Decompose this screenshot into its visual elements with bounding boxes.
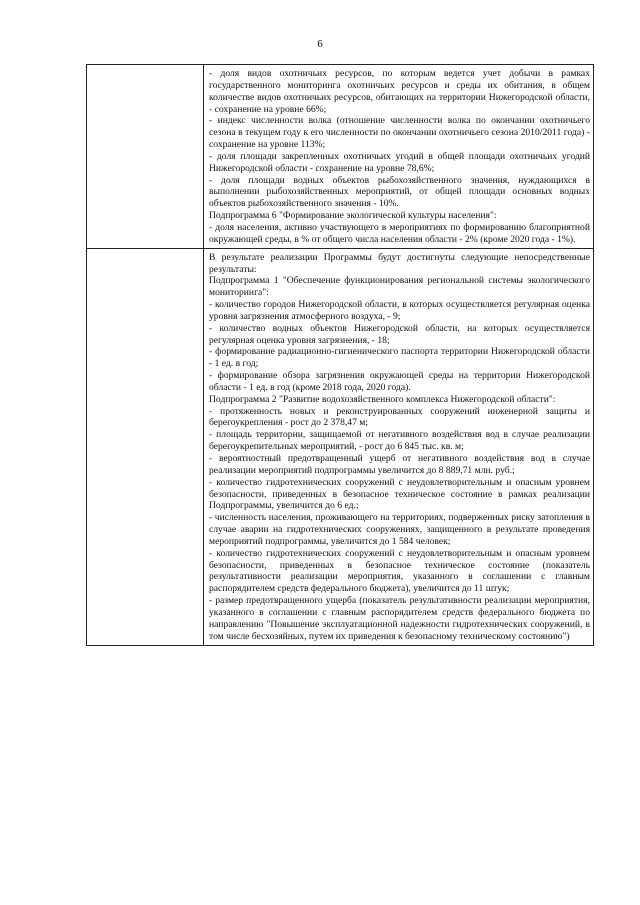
paragraph: - формирование обзора загрязнения окружающей среды на территории Нижегородской области - 1 ед. в год (кроме 2018 года, 2020 года). — [209, 370, 590, 393]
paragraph: - доля площади закрепленных охотничьих угодий в общей площади охотничьих угодий Нижегородской области - сохранение на уровне 78,6%; — [209, 150, 590, 174]
table-cell-label — [87, 249, 204, 645]
table-cell-label — [87, 65, 204, 248]
subprogram-heading: Подпрограмма 1 "Обеспечение функционирования региональной системы экологического мониторинга": — [209, 275, 590, 299]
program-results-table — [86, 64, 594, 646]
paragraph: - доля населения, активно участвующего в мероприятиях по формированию благоприятной окружающей среды, в % от общего числа населения области - 2% (кроме 2020 года - 1%). — [209, 221, 590, 245]
paragraph: - вероятностный предотвращенный ущерб от негативного воздействия вод в случае реализации мероприятий подпрограммы увеличится до 8 889,71 млн. руб.; — [209, 453, 590, 476]
paragraph: - площадь территории, защищаемой от негативного воздействия вод в случае реализации берегоукрепительных мероприятий, - рост до 6 845 тыс. кв. м; — [209, 429, 590, 453]
paragraph: - количество гидротехнических сооружений с неудовлетворительным и опасным уровнем безопасности, приведенных в безопасное техническое состояние (показатель результативности реализации мероприятия, указанного в соглашении с главным распорядителем средств федерального бюджета), увеличится до 11 штук; — [209, 547, 590, 595]
paragraph: - формирование радиационно-гигиенического паспорта территории Нижегородской области - 1 ед. в год; — [209, 346, 590, 370]
paragraph: - доля площади водных объектов рыбохозяйственного значения, нуждающихся в выполнении рыбохозяйственных мероприятий, от общей площади основных водных объектов рыбохозяйственного значения - 10%. — [209, 174, 590, 210]
table-row-indicators — [87, 65, 593, 248]
paragraph: - численность населения, проживающего на территориях, подверженных риску затопления в случае аварии на гидротехнических сооружениях, защищенного в результате проведения мероприятий подпрограммы, увеличится до 1 584 человек; — [209, 512, 590, 547]
paragraph: - индекс численности волка (отношение численности волка по окончании охотничьего сезона в текущем году к его численности по окончании охотничьего сезона 2010/2011 года) - сохранение на уровне 113%; — [209, 115, 590, 151]
paragraph: - протяженность новых и реконструированных сооружений инженерной защиты и берегоукрепления - рост до 2 378,47 м; — [209, 405, 590, 429]
paragraph: - количество городов Нижегородской области, в которых осуществляется регулярная оценка уровня загрязнения атмосферного воздуха, - 9; — [209, 299, 590, 322]
paragraph: - количество водных объектов Нижегородской области, на которых осуществляется регулярная оценка уровня загрязнения, - 18; — [209, 322, 590, 346]
paragraph: - количество гидротехнических сооружений с неудовлетворительным и опасным уровнем безопасности, приведенных в безопасное техническое состояние в рамках реализации Подпрограммы, увеличится до 6 ед.; — [209, 476, 590, 512]
subprogram-heading: Подпрограмма 2 "Развитие водохозяйственного комплекса Нижегородской области": — [209, 393, 556, 405]
table-cell-content — [204, 65, 593, 248]
page-number: 6 — [317, 38, 323, 50]
table-row-results — [87, 248, 593, 645]
paragraph: В результате реализации Программы будут достигнуты следующие непосредственные результаты: — [209, 251, 590, 275]
paragraph: - размер предотвращенного ущерба (показатель результативности реализации мероприятия, указанного в соглашении с главным распорядителем средств федерального бюджета по направлению "Повышение эксплуатационной надежности гидротехнических сооружений, в том числе бесхозяйных, путем их приведения к безопасному техническому состоянию") — [209, 595, 590, 642]
table-cell-content — [204, 249, 593, 645]
subprogram-heading: Подпрограмма 6 "Формирование экологической культуры населения": — [209, 210, 497, 222]
paragraph: - доля видов охотничьих ресурсов, по которым ведется учет добычи в рамках государственного мониторинга охотничьих ресурсов и среды их обитания, в общем количестве видов охотничьих ресурсов, обитающих на территории Нижегородской области, - сохранение на уровне 66%; — [209, 68, 590, 115]
